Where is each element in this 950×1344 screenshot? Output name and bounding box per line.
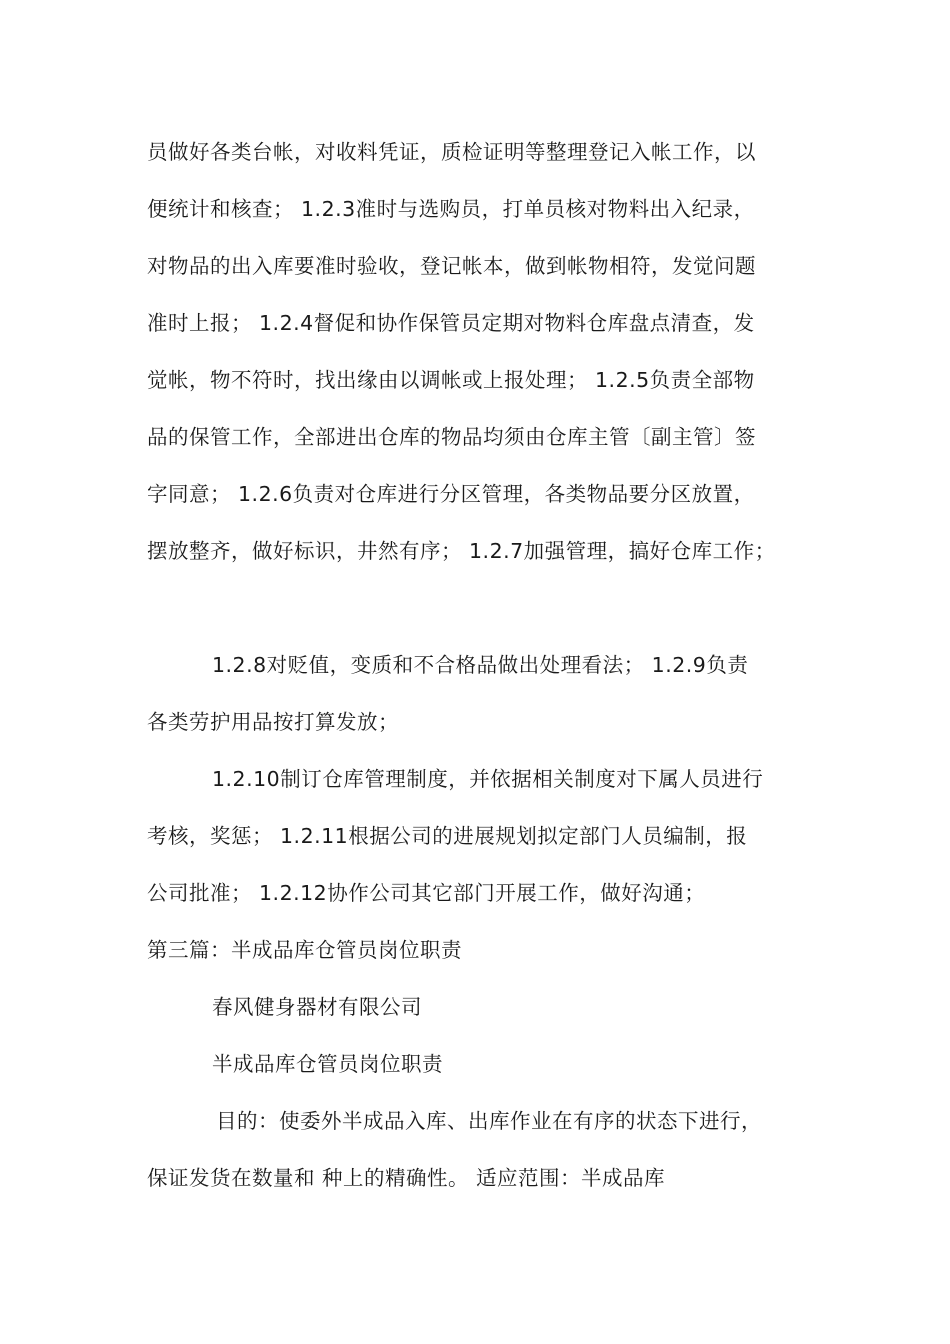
paragraph-first-line: 目的：使委外半成品入库、出库作业在有序的状态下进行， <box>216 1109 762 1133</box>
text-line: 各类劳护用品按打算发放； <box>147 710 399 734</box>
section-heading: 第三篇：半成品库仓管员岗位职责 <box>147 938 462 962</box>
text-line: 保证发货在数量和 种上的精确性。 适应范围：半成品库 <box>147 1166 666 1190</box>
text-line: 觉帐，物不符时，找出缘由以调帐或上报处理； 1.2.5负责全部物 <box>147 368 755 392</box>
text-line: 准时上报； 1.2.4督促和协作保管员定期对物料仓库盘点清查，发 <box>147 311 755 335</box>
company-name: 春风健身器材有限公司 <box>212 995 422 1019</box>
text-line: 员做好各类台帐，对收料凭证，质检证明等整理登记入帐工作，以 <box>147 140 756 164</box>
text-line: 摆放整齐，做好标识，井然有序； 1.2.7加强管理，搞好仓库工作； <box>147 539 776 563</box>
text-line: 品的保管工作，全部进出仓库的物品均须由仓库主管〔副主管〕签 <box>147 425 756 449</box>
paragraph-first-line: 1.2.10制订仓库管理制度，并依据相关制度对下属人员进行 <box>212 767 764 791</box>
text-line: 字同意； 1.2.6负责对仓库进行分区管理，各类物品要分区放置， <box>147 482 755 506</box>
text-line: 公司批准； 1.2.12协作公司其它部门开展工作，做好沟通； <box>147 881 706 905</box>
text-line: 对物品的出入库要准时验收，登记帐本，做到帐物相符，发觉问题 <box>147 254 756 278</box>
document-subtitle: 半成品库仓管员岗位职责 <box>212 1052 443 1076</box>
text-line: 便统计和核查； 1.2.3准时与选购员，打单员核对物料出入纪录， <box>147 197 755 221</box>
text-line: 考核，奖惩； 1.2.11根据公司的进展规划拟定部门人员编制，报 <box>147 824 748 848</box>
paragraph-first-line: 1.2.8对贬值，变质和不合格品做出处理看法； 1.2.9负责 <box>212 653 749 677</box>
